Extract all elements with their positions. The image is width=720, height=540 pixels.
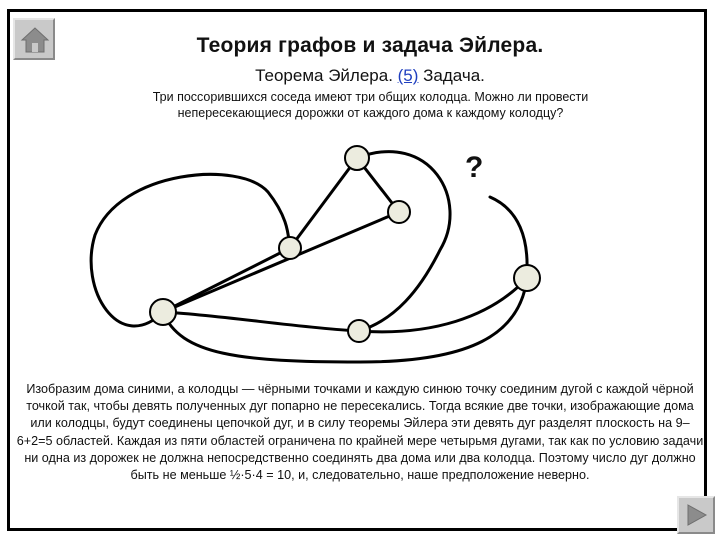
task-text: Три поссорившихся соседа имеют три общих колодца. Можно ли провести непересекающиеся дорожки от каждого дома к каждому колодцу? — [152, 90, 589, 120]
theorem-link[interactable]: (5) — [397, 66, 419, 85]
edge-mid-lower — [163, 212, 399, 312]
vertex-right — [514, 265, 540, 291]
edge-left-mid — [163, 248, 290, 312]
vertex-upper-right — [388, 201, 410, 223]
vertex-top — [345, 146, 369, 170]
vertex-left — [150, 299, 176, 325]
vertex-middle — [279, 237, 301, 259]
slide-title: Теория графов и задача Эйлера. — [196, 34, 544, 57]
next-slide-button[interactable] — [677, 496, 715, 534]
vertex-bottom — [348, 320, 370, 342]
edge-top-loop — [357, 152, 450, 331]
subtitle-prefix: Теорема Эйлера. — [255, 66, 398, 85]
edge-incomplete — [490, 197, 527, 270]
edge-left-bottom — [163, 312, 359, 331]
subtitle-suffix: Задача. — [418, 66, 485, 85]
solution-text: Изобразим дома синими, а колодцы — чёрными точками и каждую синюю точку соединим дугой с каждой чёрной точкой так, чтобы девять полученных дуг попарно не пересекались. Тогда всякие две точки, изображающие дома или колодцы, будут соединены цепочкой дуг, и в силу теоремы Эйлера эти девять дуг разделят плоскость на 9–6+2=5 областей. Каждая из пяти областей ограничена по крайней мере четырьмя дугами, так как по условию задачи ни одна из дорожек не должна непосредственно соединять два дома или два колодца. Поэтому число дуг должно быть не меньше ½·5·4 = 10, и, следовательно, наше предположение неверно. — [16, 382, 704, 483]
edge-outer-arc — [163, 278, 527, 362]
triangle-right-icon — [683, 502, 709, 528]
question-mark: ? — [465, 151, 484, 184]
edge-big-loop — [91, 174, 290, 326]
edge-bottom-right — [359, 278, 527, 332]
